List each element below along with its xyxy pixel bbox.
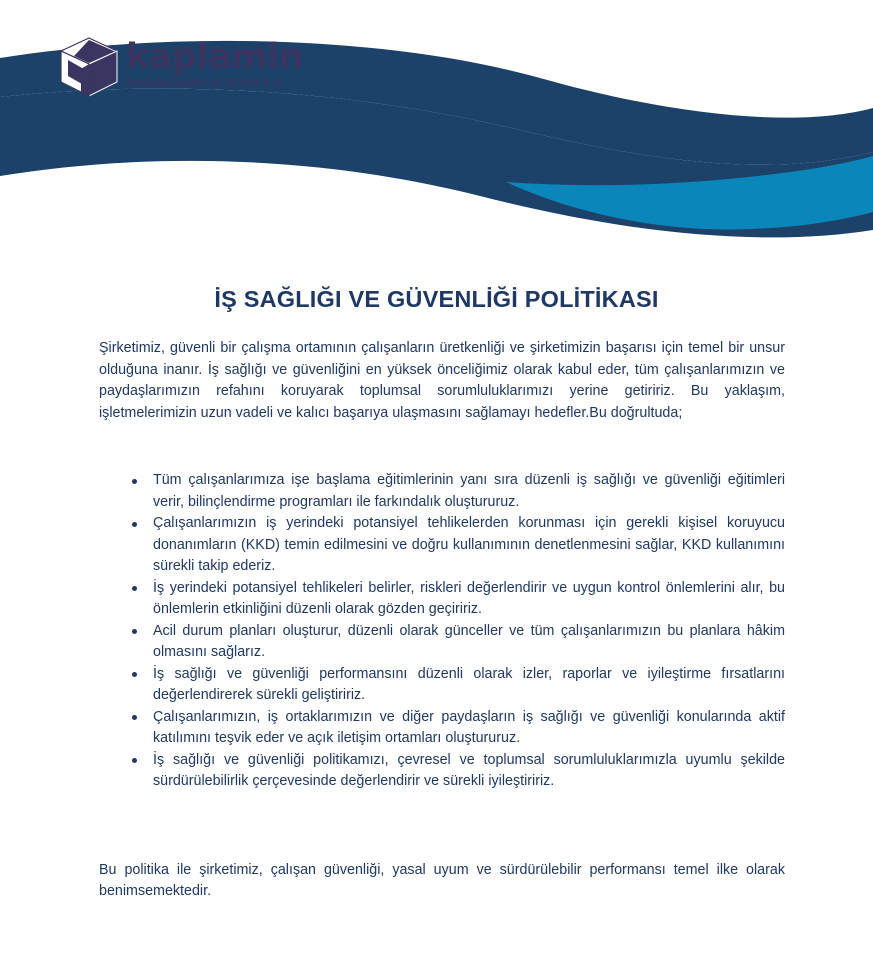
document-title: İŞ SAĞLIĞI VE GÜVENLİĞİ POLİTİKASI <box>214 285 659 312</box>
intro-paragraph: Şirketimiz, güvenli bir çalışma ortamının çalışanların üretkenliği ve şirketimizin başarısı için temel bir unsur olduğuna inanır. İş sağlığı ve güvenliğini en yüksek önceliğimiz olarak kabul eder, tüm çalışanlarımızın ve paydaşlarımızın refahını koruyarak toplumsal sorumluluklarımızı yerine getiririz. Bu yaklaşım, işletmelerimizin uzun vadeli ve kalıcı başarıya ulaşmasını sağlamayı hedefler.Bu doğrultuda; <box>99 340 785 421</box>
document-content <box>99 338 785 903</box>
closing-paragraph: Bu politika ile şirketimiz, çalışan güvenliği, yasal uyum ve sürdürülebilir performansı temel ilke olarak benimsemektedir. <box>99 861 785 899</box>
list-item: İş sağlığı ve güvenliği politikamızı, çevresel ve toplumsal sorumluluklarımızla uyumlu şekilde sürdürülebilirlik çerçevesinde değerlendirir ve sürekli iyileştiririz. <box>131 750 785 793</box>
logo-wordmark: kaplamin <box>126 37 303 77</box>
isometric-open-box-icon <box>58 36 120 102</box>
logo-tagline: Ambalaj Sanayi ve Ticaret A.Ş. <box>126 77 283 89</box>
list-item: İş sağlığı ve güvenliği performansını düzenli olarak izler, raporlar ve iyileştirme fırsatlarını değerlendirerek sürekli geliştiririz. <box>131 664 785 707</box>
list-item: Çalışanlarımızın, iş ortaklarımızın ve diğer paydaşların iş sağlığı ve güvenliği konularında aktif katılımını teşvik eder ve açık iletişim ortamları oluştururuz. <box>131 707 785 750</box>
policy-bullet-list <box>131 470 785 793</box>
list-item: İş yerindeki potansiyel tehlikeleri belirler, riskleri değerlendirir ve uygun kontrol önlemlerini alır, bu önlemlerin etkinliğini düzenli olarak gözden geçiririz. <box>131 578 785 621</box>
list-item: Çalışanlarımızın iş yerindeki potansiyel tehlikelerden korunması için gerekli kişisel koruyucu donanımların (KKD) temin edilmesini ve doğru kullanımının denetlenmesini sağlar, KKD kullanımını sürekli takip ederiz. <box>131 513 785 578</box>
list-item: Tüm çalışanlarımıza işe başlama eğitimlerinin yanı sıra düzenli iş sağlığı ve güvenliği eğitimleri verir, bilinçlendirme programları ile farkındalık oluştururuz. <box>131 470 785 513</box>
company-logo <box>58 34 308 106</box>
list-item: Acil durum planları oluşturur, düzenli olarak günceller ve tüm çalışanlarımızın bu planlara hâkim olmasını sağlarız. <box>131 621 785 664</box>
